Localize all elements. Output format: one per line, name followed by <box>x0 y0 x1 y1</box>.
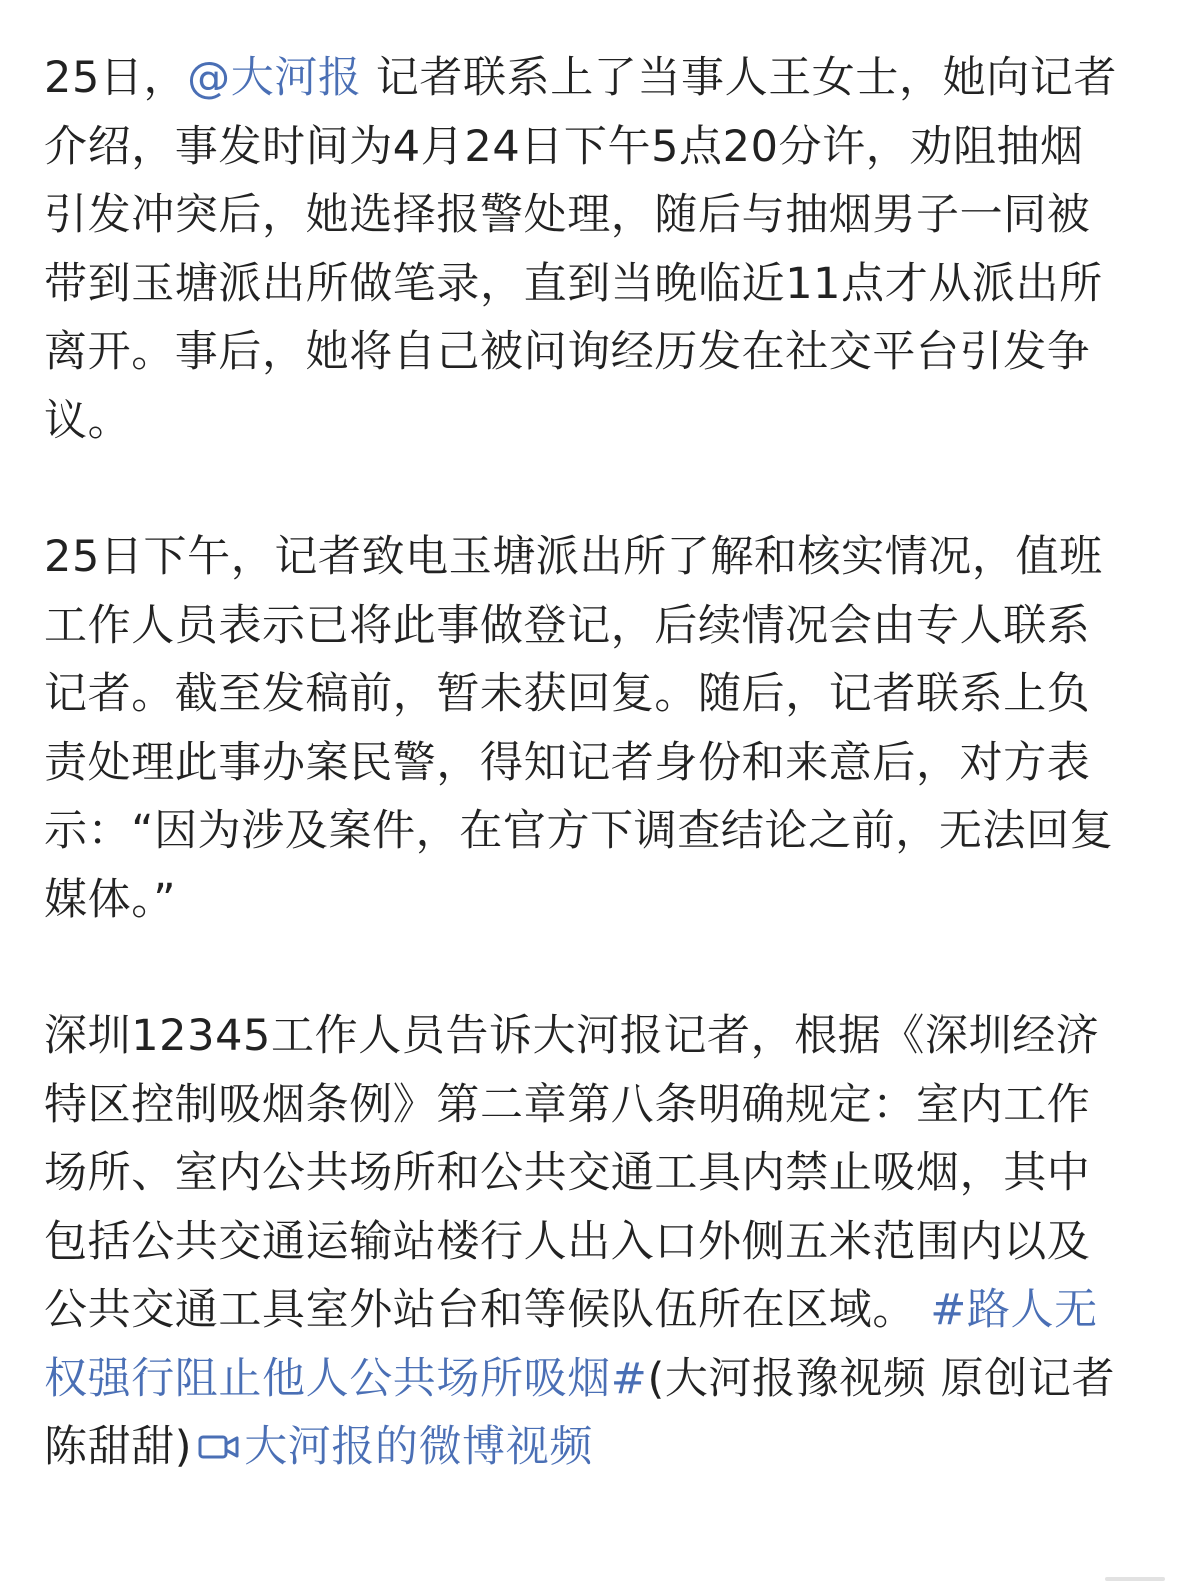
scroll-indicator <box>1105 1577 1165 1581</box>
mention-link-dahebao[interactable]: @大河报 <box>187 53 362 103</box>
weibo-video-link-label[interactable]: 大河报的微博视频 <box>244 1422 593 1472</box>
paragraph-regulation <box>44 1002 1124 1482</box>
paragraph-police-response <box>44 523 1124 934</box>
paragraph-text: 25日下午，记者致电玉塘派出所了解和核实情况，值班工作人员表示已将此事做登记，后续情况会由专人联系记者。截至发稿前，暂未获回复。随后，记者联系上负责处理此事办案民警，得知记者身份和来意后，对方表示：“因为涉及案件，在官方下调查结论之前，无法回复媒体。” <box>44 532 1114 925</box>
weibo-post-body <box>44 44 1124 1482</box>
weibo-video-link[interactable] <box>192 1422 593 1472</box>
paragraph-lead: 25日， <box>44 53 188 103</box>
paragraph-text: 深圳12345工作人员告诉大河报记者，根据《深圳经济特区控制吸烟条例》第二章第八条明确规定：室内工作场所、室内公共场所和公共交通工具内禁止吸烟，其中包括公共交通运输站楼行人出入口外侧五米范围内以及公共交通工具室外站台和等候队伍所在区域。 <box>44 1011 1100 1335</box>
hashtag-link[interactable]: #路人无权强行阻止他人公共场所吸烟# <box>44 1285 1098 1404</box>
paragraph-reporter-contact <box>44 44 1124 455</box>
video-camera-icon <box>198 1432 240 1462</box>
credit-text: (大河报豫视频 原创记者陈甜甜) <box>44 1353 1116 1472</box>
paragraph-text: 记者联系上了当事人王女士，她向记者介绍，事发时间为4月24日下午5点20分许，劝阻抽烟引发冲突后，她选择报警处理，随后与抽烟男子一同被带到玉塘派出所做笔录，直到当晚临近11点才从派出所离开。事后，她将自己被问询经历发在社交平台引发争议。 <box>44 53 1117 446</box>
